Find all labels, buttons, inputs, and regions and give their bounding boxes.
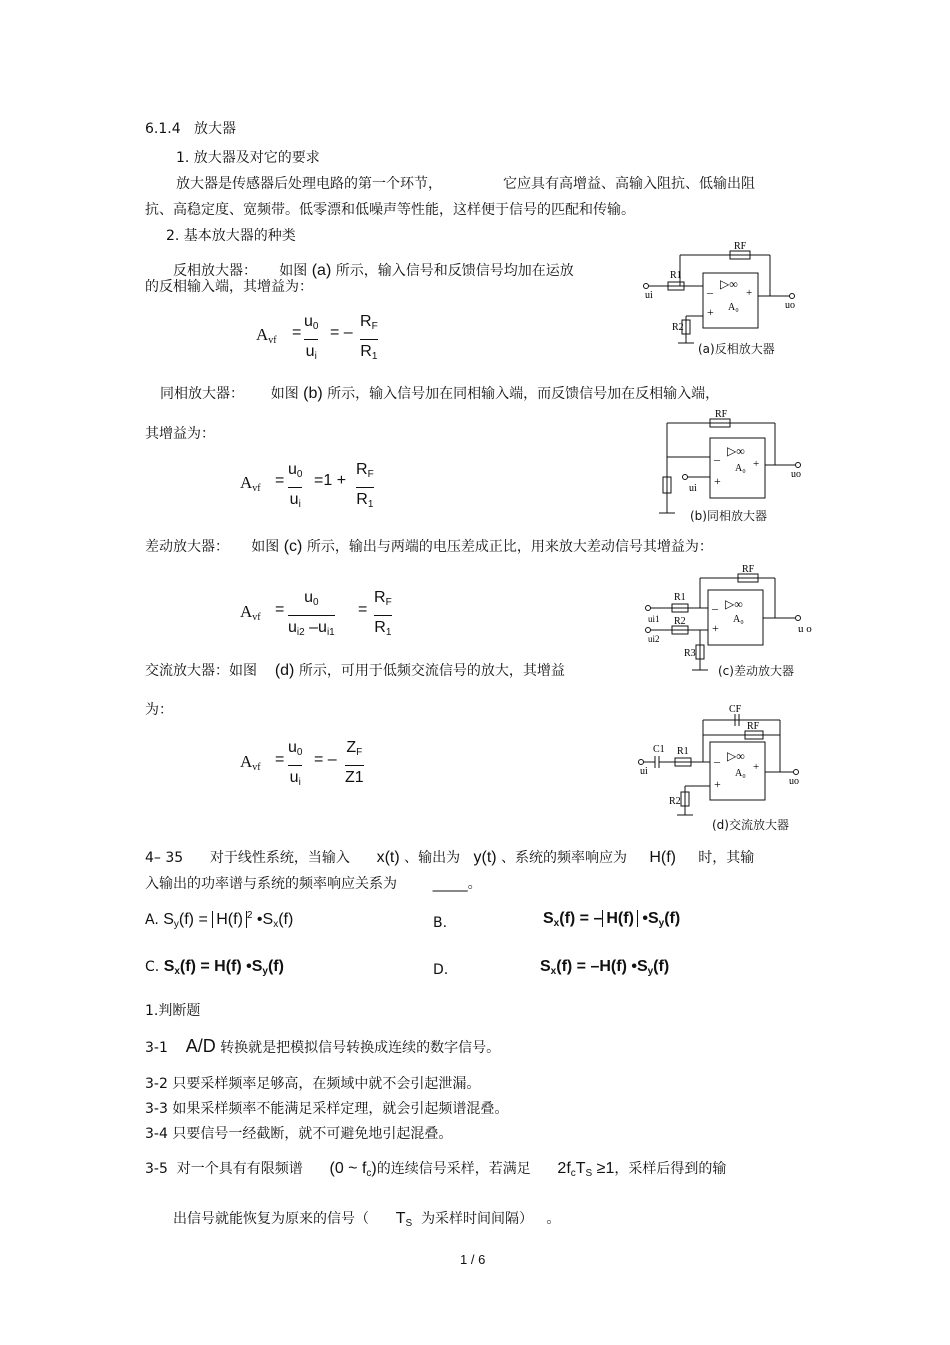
fraction-u0-ui: $u_0$ $u_i$ bbox=[288, 739, 303, 788]
svg-text:+: + bbox=[753, 458, 760, 470]
equals-sign: = bbox=[275, 601, 285, 618]
svg-text:+: + bbox=[746, 287, 753, 299]
ac-text-2: 为： bbox=[145, 702, 173, 718]
judge-3-5-line1: 3-5 对一个具有有限频谱 (0 ~ $f_c$)的连续信号采样，若满足 $2f_cT_S \ge 1$，采样后得到的输 bbox=[145, 1160, 727, 1179]
inverting-text: 反相放大器： 如图 (a) 所示，输入信号和反馈信号均加在运放 bbox=[173, 262, 574, 279]
svg-text:R2: R2 bbox=[674, 616, 686, 627]
equals-minus: = – bbox=[330, 324, 353, 341]
svg-text:RF: RF bbox=[734, 241, 747, 252]
inverting-text-2: 的反相输入端，其增益为： bbox=[145, 279, 313, 295]
fraction-u0-ui: $u_0$ $u_i$ bbox=[304, 313, 319, 362]
subheading-types: 2. 基本放大器的种类 bbox=[166, 228, 296, 244]
fraction-rf-r1: $R_F$ $R_1$ bbox=[356, 461, 374, 510]
svg-text:A₀: A₀ bbox=[733, 614, 744, 625]
subheading-requirements: 1. 放大器及对它的要求 bbox=[176, 150, 320, 166]
fraction-rf-r1: $R_F$ $R_1$ bbox=[374, 589, 392, 638]
paragraph-line: 它应具有高增益、高输入阻抗、低输出阻 bbox=[503, 176, 755, 192]
equals-one-plus: =1 + bbox=[314, 472, 347, 489]
judge-3-3: 3-3 如果采样频率不能满足采样定理，就会引起频谱混叠。 bbox=[145, 1101, 509, 1117]
equals-sign: = bbox=[275, 472, 285, 489]
question-4-35-line2: 入输出的功率谱与系统的频率响应关系为 _____。 bbox=[145, 876, 482, 892]
page-number: 1 / 6 bbox=[460, 1252, 486, 1267]
paragraph-line: 抗、高稳定度、宽频带。低零漂和低噪声等性能，这样便于信号的匹配和传输。 bbox=[145, 202, 635, 218]
svg-text:–: – bbox=[714, 452, 720, 466]
svg-text:ui2: ui2 bbox=[648, 634, 660, 644]
section-heading: 6.1.4 放大器 bbox=[145, 121, 236, 137]
option-d-formula: $S_x(f) = -H(f)$ $•S_y(f)$ bbox=[540, 958, 670, 977]
figure-caption: (a)反相放大器 bbox=[698, 342, 775, 356]
svg-text:u o: u o bbox=[798, 623, 812, 635]
svg-text:–: – bbox=[707, 285, 713, 299]
svg-text:C1: C1 bbox=[653, 744, 665, 755]
svg-text:uo: uo bbox=[785, 300, 795, 311]
ac-text: 交流放大器：如图 (d) 所示，可用于低频交流信号的放大，其增益 bbox=[145, 662, 565, 679]
svg-text:R1: R1 bbox=[670, 270, 682, 281]
svg-text:▷∞: ▷∞ bbox=[727, 749, 745, 763]
option-b-formula: $S_x(f)$ = – H(f) $•S_y(f)$ bbox=[543, 910, 681, 929]
fraction-u0-diff: $u_0$ $u_{i2}$ $-u_{i1}$ bbox=[288, 589, 335, 638]
noninverting-text: 同相放大器： 如图 (b) 所示，输入信号加在同相输入端，而反馈信号加在反相输入端， bbox=[160, 385, 720, 402]
svg-text:ui1: ui1 bbox=[648, 614, 660, 624]
svg-text:R1: R1 bbox=[674, 592, 686, 603]
svg-text:RF: RF bbox=[742, 564, 755, 575]
svg-text:CF: CF bbox=[729, 704, 742, 715]
judge-3-2: 3-2 只要采样频率足够高，在频域中就不会引起泄漏。 bbox=[145, 1076, 481, 1092]
svg-text:▷∞: ▷∞ bbox=[727, 444, 745, 458]
gain-symbol: $A_{vf}$ bbox=[256, 325, 277, 346]
paragraph-line: 放大器是传感器后处理电路的第一个环节， bbox=[176, 176, 442, 192]
figure-caption: (c)差动放大器 bbox=[718, 664, 794, 678]
fraction-rf-r1: $R_F$ $R_1$ bbox=[360, 313, 378, 362]
svg-text:ui: ui bbox=[640, 766, 648, 777]
svg-text:+: + bbox=[712, 621, 719, 635]
svg-text:–: – bbox=[714, 754, 720, 768]
judge-3-5-line2: 出信号就能恢复为原来的信号（ $T_S$ 为采样时间间隔） 。 bbox=[173, 1210, 561, 1229]
fraction-u0-ui: $u_0$ $u_i$ bbox=[288, 461, 303, 510]
gain-symbol: $A_{vf}$ bbox=[240, 473, 261, 494]
svg-text:RF: RF bbox=[747, 721, 760, 732]
svg-text:R1: R1 bbox=[677, 746, 689, 757]
svg-text:uo: uo bbox=[789, 776, 799, 787]
judge-3-1: 3-1 A/D 转换就是把模拟信号转换成连续的数字信号。 bbox=[145, 1036, 501, 1056]
svg-text:+: + bbox=[714, 474, 721, 488]
differential-text: 差动放大器： 如图 (c) 所示，输出与两端的电压差成正比，用来放大差动信号其增益为： bbox=[145, 538, 713, 555]
svg-text:A₀: A₀ bbox=[735, 768, 746, 779]
figure-caption: (d)交流放大器 bbox=[712, 818, 789, 832]
gain-symbol: $A_{vf}$ bbox=[240, 602, 261, 623]
judge-heading: 1.判断题 bbox=[145, 1003, 201, 1019]
svg-text:+: + bbox=[714, 777, 721, 791]
ac-amplifier-figure bbox=[635, 700, 805, 820]
svg-text:+: + bbox=[707, 305, 714, 319]
gain-symbol: $A_{vf}$ bbox=[240, 752, 261, 773]
equals-sign: = bbox=[292, 324, 302, 341]
svg-text:R2: R2 bbox=[669, 796, 681, 807]
svg-text:+: + bbox=[753, 761, 760, 773]
figure-caption: (b)同相放大器 bbox=[690, 509, 767, 523]
judge-3-4: 3-4 只要信号一经截断，就不可避免地引起混叠。 bbox=[145, 1126, 453, 1142]
svg-text:ui: ui bbox=[689, 483, 697, 494]
svg-text:A₀: A₀ bbox=[728, 302, 739, 313]
equals-sign: = bbox=[275, 751, 285, 768]
svg-text:A₀: A₀ bbox=[735, 463, 746, 474]
option-c[interactable]: C. $S_x(f) = H(f)$ $•S_y(f)$ bbox=[145, 958, 284, 977]
svg-text:RF: RF bbox=[715, 409, 728, 420]
option-b-label[interactable]: B. bbox=[433, 915, 448, 931]
equals-minus: = – bbox=[314, 751, 337, 768]
fraction-zf-z1: $Z_F$ Z1 bbox=[345, 739, 364, 786]
option-a[interactable]: A. $S_y(f) = H(f)$ $^2$ $•S_x(f)$ bbox=[145, 910, 294, 930]
svg-text:▷∞: ▷∞ bbox=[725, 597, 743, 611]
option-d-label[interactable]: D. bbox=[433, 962, 449, 978]
svg-text:ui: ui bbox=[645, 290, 653, 301]
svg-text:–: – bbox=[712, 601, 718, 615]
svg-text:▷∞: ▷∞ bbox=[720, 277, 738, 291]
svg-text:R3: R3 bbox=[684, 648, 696, 659]
svg-text:uo: uo bbox=[791, 469, 801, 480]
noninverting-text-2: 其增益为： bbox=[145, 426, 215, 442]
equals-sign: = bbox=[358, 601, 368, 618]
question-4-35-line1: 4– 35 对于线性系统，当输入 x(t) 、输出为 y(t) 、系统的频率响应为 H(f) 时，其输 bbox=[145, 849, 755, 866]
svg-text:R2: R2 bbox=[672, 322, 684, 333]
